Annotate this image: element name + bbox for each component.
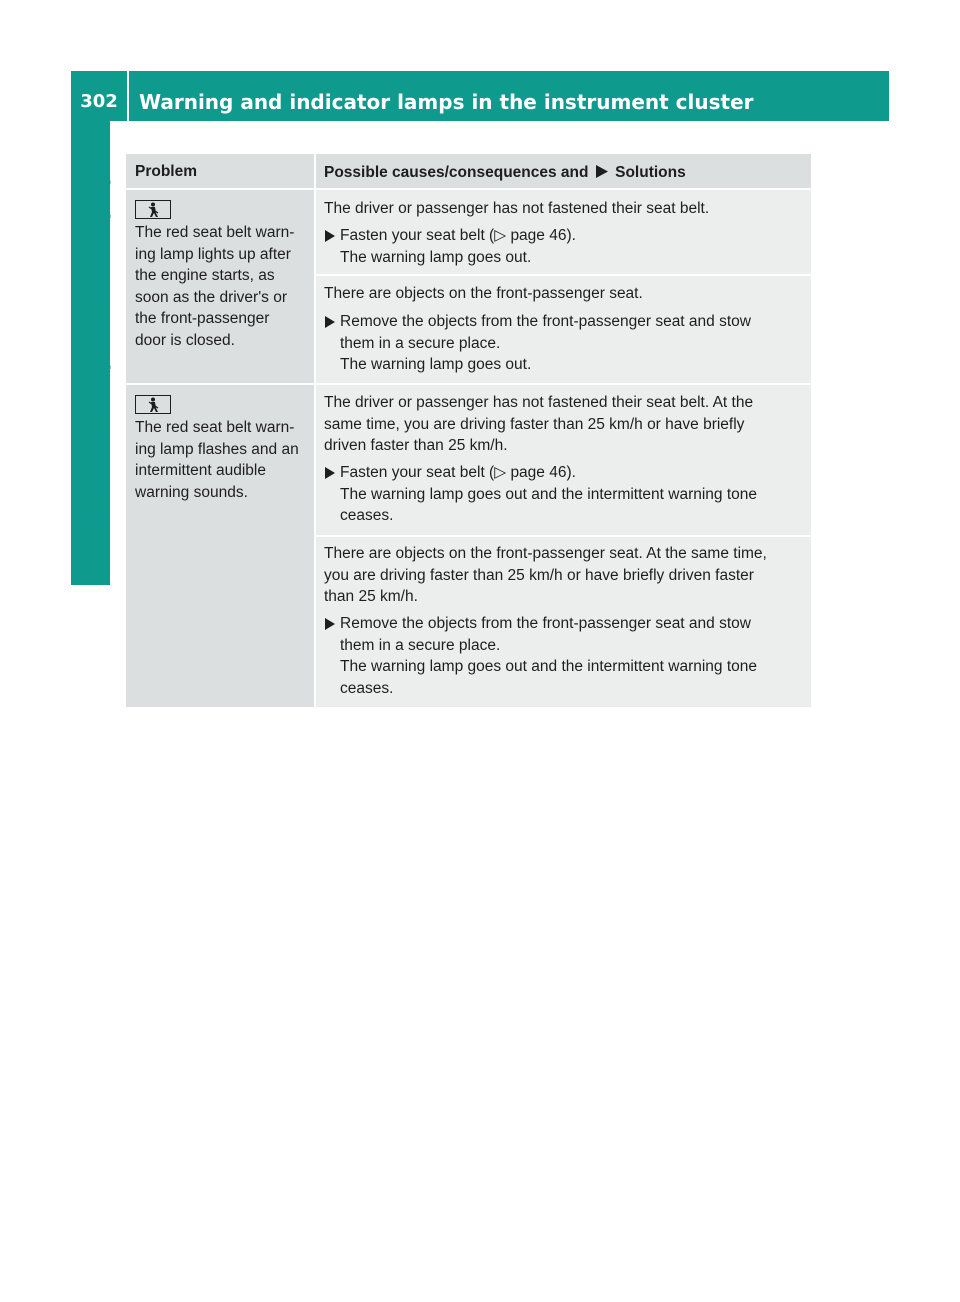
cause-text: There are objects on the front-passenger seat.: [324, 285, 643, 302]
action-arrow-icon: [325, 316, 335, 328]
problem-line: the engine starts, as: [135, 267, 275, 284]
cause-line: same time, you are driving faster than 25 km/h or have briefly: [324, 415, 745, 433]
problem-line: the front-passenger: [135, 310, 270, 327]
header-divider: [127, 71, 129, 121]
table-header-solutions: [314, 154, 811, 188]
page-number: 302: [80, 91, 118, 112]
step-line: ceases.: [340, 507, 394, 524]
solution-cell: [314, 276, 811, 383]
cause-text: The driver or passenger has not fastened their seat belt.: [324, 200, 710, 217]
action-step: [340, 613, 757, 699]
column-header-solutions-text: Solutions: [615, 164, 686, 181]
solution-cell: [314, 537, 811, 707]
column-header-problem: Problem: [135, 163, 198, 180]
cause-text: [324, 543, 767, 608]
problem-description: [135, 417, 299, 503]
table-header-problem: [126, 154, 314, 188]
problem-description: [135, 222, 294, 351]
solution-cell: [314, 190, 811, 274]
problem-line: warning sounds.: [135, 483, 248, 501]
cause-line: than 25 km/h.: [324, 588, 418, 605]
step-line: Remove the objects from the front-passenger seat and stow: [340, 313, 751, 330]
seat-belt-warning-icon: [135, 395, 171, 414]
step-line: The warning lamp goes out and the intermittent warning tone: [340, 485, 758, 503]
action-step: [340, 311, 751, 376]
action-arrow-icon: [325, 230, 335, 242]
play-arrow-icon: [595, 164, 609, 179]
problem-cell: [126, 385, 314, 707]
step-line: Remove the objects from the front-passenger seat and stow: [340, 615, 751, 632]
action-step: [340, 225, 576, 268]
cause-line: driven faster than 25 km/h.: [324, 437, 508, 454]
solution-cell: [314, 385, 811, 535]
seat-belt-warning-icon: [135, 200, 171, 219]
step-line: them in a secure place.: [340, 636, 501, 654]
problem-line: intermittent audible: [135, 462, 266, 479]
page-header: [71, 71, 889, 121]
cause-line: you are driving faster than 25 km/h or have briefly driven faster: [324, 566, 754, 584]
warning-lamp-table: [126, 154, 811, 707]
problem-line: The red seat belt warn-: [135, 419, 295, 436]
action-step: [340, 462, 757, 527]
column-header-causes-text: Possible causes/consequences and: [324, 164, 589, 181]
page-title: Warning and indicator lamps in the instrument cluster: [139, 90, 754, 114]
step-line: ceases.: [340, 679, 394, 697]
action-arrow-icon: [325, 467, 335, 479]
step-line: Fasten your seat belt (▷ page 46).: [340, 227, 576, 244]
step-line: The warning lamp goes out.: [340, 356, 532, 373]
cause-text: [324, 392, 753, 457]
problem-line: The red seat belt warn-: [135, 224, 295, 241]
step-line: them in a secure place.: [340, 334, 501, 352]
problem-line: soon as the driver's or: [135, 288, 288, 306]
step-line: The warning lamp goes out and the intermittent warning tone: [340, 658, 758, 675]
cause-line: There are objects on the front-passenger seat. At the same time,: [324, 545, 767, 562]
problem-line: ing lamp flashes and an: [135, 440, 299, 458]
problem-cell: [126, 190, 314, 383]
cause-line: The driver or passenger has not fastened their seat belt. At the: [324, 394, 754, 411]
column-header-solutions: [324, 162, 686, 184]
problem-line: door is closed.: [135, 331, 235, 349]
step-line: The warning lamp goes out.: [340, 248, 532, 266]
problem-line: ing lamp lights up after: [135, 245, 291, 263]
step-line: Fasten your seat belt (▷ page 46).: [340, 464, 576, 481]
action-arrow-icon: [325, 618, 335, 630]
side-tab-label: On-board computer and displays: [87, 160, 111, 530]
